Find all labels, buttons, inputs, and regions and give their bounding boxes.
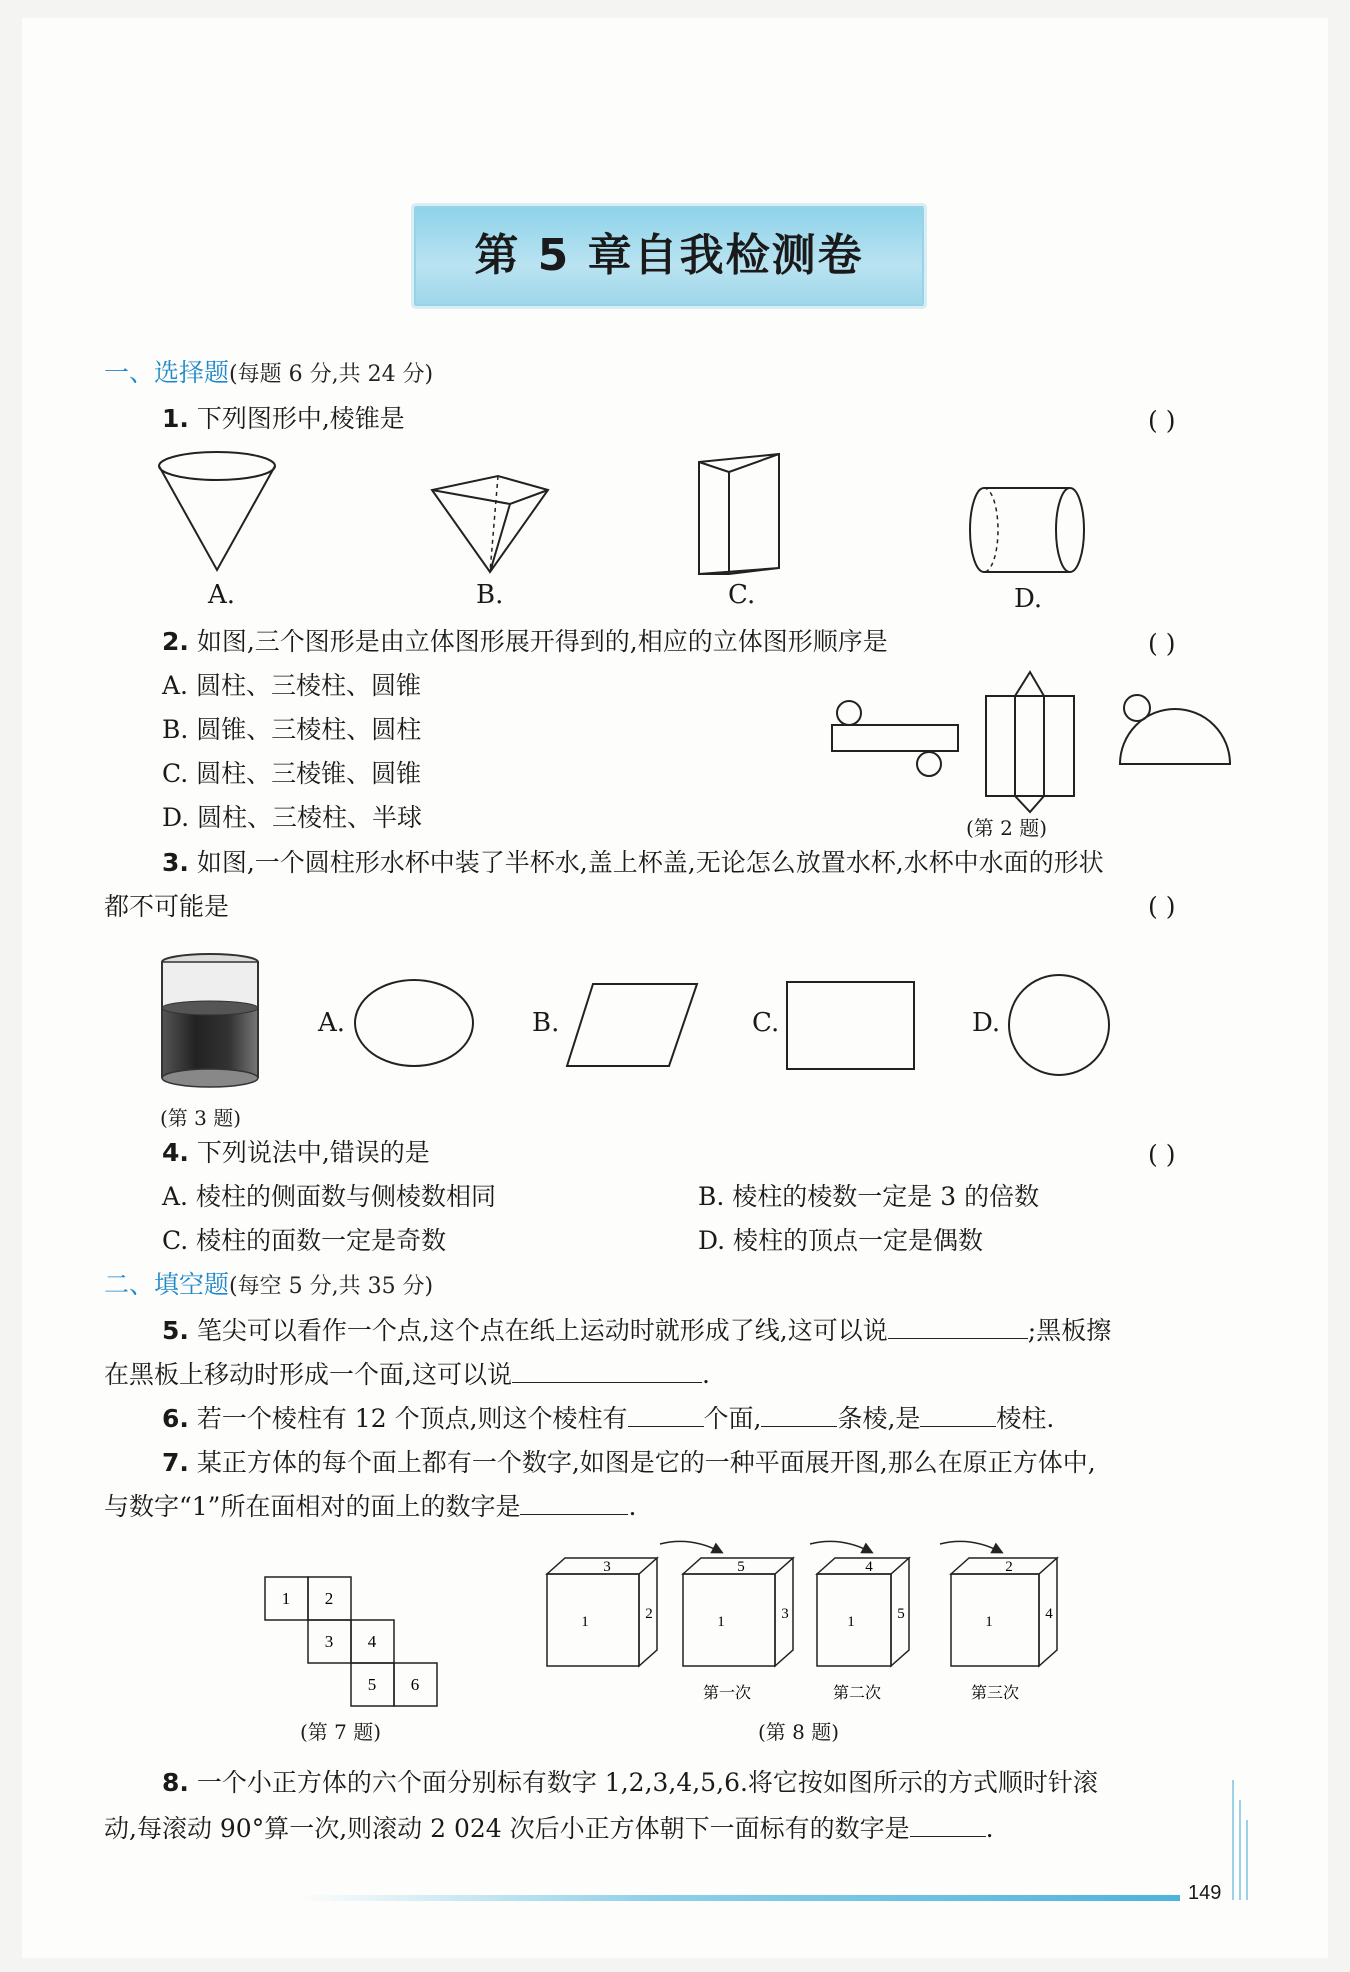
triangular-prism-figure — [695, 448, 785, 578]
answer-paren-2: ( ) — [1148, 629, 1176, 658]
cube-roll-3 — [951, 1558, 1057, 1702]
rolling-cubes-figure — [545, 1538, 1065, 1708]
cube-roll-2 — [817, 1558, 909, 1702]
cube-3-top: 2 — [1005, 1559, 1013, 1575]
answer-paren-3: ( ) — [1148, 892, 1176, 921]
q1-label-c: C. — [728, 580, 756, 610]
question-7-number: 7. — [162, 1448, 189, 1477]
question-7-text2b: . — [628, 1492, 637, 1521]
q3-caption: (第 3 题) — [160, 1106, 242, 1130]
q8-blank[interactable] — [910, 1812, 986, 1837]
question-3-text: 如图,一个圆柱形水杯中装了半杯水,盖上杯盖,无论怎么放置水杯,水杯中水面的形状 — [196, 848, 1104, 877]
cube-3-label: 第三次 — [970, 1683, 1020, 1702]
question-6 — [162, 1402, 1054, 1436]
answer-paren-4: ( ) — [1148, 1140, 1176, 1169]
parallelogram-shape — [565, 982, 700, 1070]
pyramid-figure — [428, 470, 553, 575]
q2-option-d: D. 圆柱、三棱柱、半球 — [162, 803, 423, 832]
q3-label-d: D. — [972, 1008, 1001, 1038]
cube-roll-1 — [683, 1558, 793, 1702]
q2-option-c: C. 圆柱、三棱锥、圆锥 — [162, 759, 422, 788]
q3-label-c: C. — [752, 1008, 780, 1038]
question-8 — [162, 1766, 1098, 1800]
question-2 — [162, 625, 888, 659]
page-number: 149 — [1188, 1882, 1222, 1904]
q4-option-c: C. 棱柱的面数一定是奇数 — [162, 1226, 447, 1255]
question-6-number: 6. — [162, 1404, 189, 1433]
rectangle-shape — [785, 980, 917, 1072]
q3-label-a: A. — [318, 1008, 346, 1038]
q8-caption: (第 8 题) — [758, 1720, 840, 1744]
cube-0-top: 3 — [603, 1559, 611, 1575]
ellipse-shape — [354, 978, 478, 1070]
section-2-heading: 二、填空题 — [104, 1270, 230, 1299]
q5-blank-1[interactable] — [888, 1314, 1028, 1339]
cube-0-side: 2 — [645, 1606, 653, 1622]
question-7-text: 某正方体的每个面上都有一个数字,如图是它的一种平面展开图,那么在原正方体中, — [196, 1448, 1096, 1477]
question-6-text-a: 若一个棱柱有 12 个顶点,则这个棱柱有 — [196, 1404, 628, 1433]
cube-0-front: 1 — [581, 1614, 589, 1630]
question-5-number: 5. — [162, 1316, 189, 1345]
question-8-line2 — [104, 1812, 994, 1846]
question-6-text-b: 个面, — [703, 1404, 762, 1433]
question-6-text-c: 条棱,是 — [837, 1404, 921, 1433]
q4-option-b: B. 棱柱的棱数一定是 3 的倍数 — [698, 1182, 1040, 1211]
question-7 — [162, 1446, 1096, 1480]
q7-blank[interactable] — [520, 1490, 628, 1515]
question-5 — [162, 1314, 1111, 1348]
question-5-text-d: . — [701, 1360, 710, 1389]
net-cell-1: 1 — [281, 1589, 291, 1608]
question-7-line2 — [104, 1490, 636, 1524]
q1-label-a: A. — [208, 580, 236, 610]
question-8-text2b: . — [985, 1814, 994, 1843]
question-2-number: 2. — [162, 627, 189, 656]
question-5-text-a: 笔尖可以看作一个点,这个点在纸上运动时就形成了线,这可以说 — [196, 1316, 888, 1345]
net-cell-6: 6 — [410, 1675, 420, 1694]
cube-1-top: 5 — [737, 1559, 745, 1575]
question-5-text-c: 在黑板上移动时形成一个面,这可以说 — [104, 1360, 512, 1389]
question-6-text-d: 棱柱. — [996, 1404, 1055, 1433]
circle-shape — [1007, 975, 1113, 1077]
cube-start — [547, 1558, 657, 1666]
question-8-text2a: 动,每滚动 90°算一次,则滚动 2 024 次后小正方体朝下一面标有的数字是 — [104, 1814, 910, 1843]
q6-blank-3[interactable] — [920, 1402, 996, 1427]
cylinder-figure — [968, 482, 1088, 582]
cube-1-front: 1 — [717, 1614, 725, 1630]
q7-caption: (第 7 题) — [300, 1720, 382, 1744]
question-5-line2 — [104, 1358, 710, 1392]
cube-1-label: 第一次 — [702, 1683, 752, 1702]
net-cell-5: 5 — [367, 1675, 377, 1694]
question-4-text: 下列说法中,错误的是 — [196, 1138, 430, 1167]
question-7-text2a: 与数字“1”所在面相对的面上的数字是 — [104, 1492, 521, 1521]
question-8-number: 8. — [162, 1768, 189, 1797]
q1-label-b: B. — [476, 580, 504, 610]
cube-2-label: 第二次 — [832, 1683, 882, 1702]
question-3-line2: 都不可能是 — [104, 892, 230, 921]
question-1-text: 下列图形中,棱锥是 — [196, 404, 405, 433]
section-1-heading: 一、选择题 — [104, 358, 230, 387]
cube-2-side: 5 — [897, 1606, 905, 1622]
cube-3-side: 4 — [1045, 1606, 1053, 1622]
question-1 — [162, 402, 405, 436]
question-2-text: 如图,三个图形是由立体图形展开得到的,相应的立体图形顺序是 — [196, 627, 888, 656]
cube-3-front: 1 — [985, 1614, 993, 1630]
net-cell-4: 4 — [367, 1632, 377, 1651]
q2-caption: (第 2 题) — [966, 816, 1048, 840]
question-3-number: 3. — [162, 848, 189, 877]
cube-net-figure — [264, 1576, 439, 1708]
footer-rule — [300, 1895, 1180, 1901]
question-4 — [162, 1136, 430, 1170]
question-1-number: 1. — [162, 404, 189, 433]
cube-1-side: 3 — [781, 1606, 789, 1622]
page-title: 第 5 章自我检测卷 — [414, 206, 924, 306]
q6-blank-1[interactable] — [628, 1402, 704, 1427]
net-cell-2: 2 — [324, 1589, 334, 1608]
question-8-text: 一个小正方体的六个面分别标有数字 1,2,3,4,5,6.将它按如图所示的方式顺时针滚 — [196, 1768, 1098, 1797]
cube-2-top: 4 — [865, 1559, 873, 1575]
question-5-text-b: ;黑板擦 — [1027, 1316, 1112, 1345]
q5-blank-2[interactable] — [512, 1358, 702, 1383]
section-1-note: (每题 6 分,共 24 分) — [229, 362, 434, 387]
section-1-header — [104, 356, 433, 392]
q4-option-a: A. 棱柱的侧面数与侧棱数相同 — [162, 1182, 496, 1211]
section-2-header — [104, 1268, 433, 1304]
q3-label-b: B. — [532, 1008, 560, 1038]
cube-2-front: 1 — [847, 1614, 855, 1630]
net-cell-3: 3 — [324, 1632, 334, 1651]
water-cup-figure — [158, 952, 263, 1092]
answer-paren-1: ( ) — [1148, 406, 1176, 435]
question-3 — [162, 846, 1104, 880]
q2-option-b: B. 圆锥、三棱柱、圆柱 — [162, 715, 422, 744]
q2-option-a: A. 圆柱、三棱柱、圆锥 — [162, 671, 421, 700]
section-2-note: (每空 5 分,共 35 分) — [229, 1274, 434, 1299]
q1-label-d: D. — [1014, 584, 1043, 614]
unfolded-nets-figure — [830, 668, 1240, 813]
question-4-number: 4. — [162, 1138, 189, 1167]
cone-figure — [155, 448, 285, 578]
q6-blank-2[interactable] — [761, 1402, 837, 1427]
q4-option-d: D. 棱柱的顶点一定是偶数 — [698, 1226, 984, 1255]
